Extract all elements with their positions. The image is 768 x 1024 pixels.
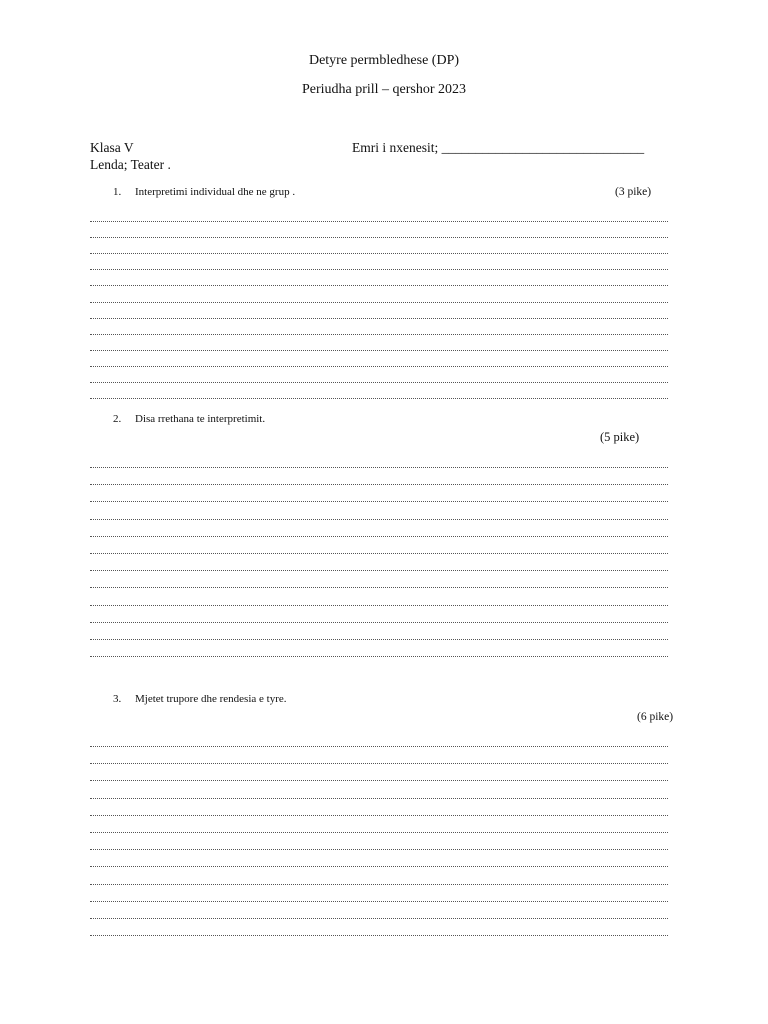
answer-line[interactable] (90, 268, 668, 270)
question-text: Disa rrethana te interpretimit. (135, 413, 266, 425)
answer-line[interactable] (90, 762, 668, 764)
answer-line[interactable] (90, 483, 668, 485)
question-number: 1. (113, 186, 122, 198)
page-title: Detyre permbledhese (DP) (308, 53, 460, 68)
answer-line[interactable] (90, 934, 668, 936)
answer-line[interactable] (90, 365, 668, 367)
question-2 (113, 413, 265, 425)
answer-line[interactable] (90, 745, 668, 747)
answer-line[interactable] (90, 779, 668, 781)
answer-line[interactable] (90, 865, 668, 867)
answer-line[interactable] (90, 466, 668, 468)
answer-line[interactable] (90, 500, 668, 502)
question-1 (113, 186, 295, 198)
answer-line[interactable] (90, 655, 668, 657)
question-2-points: (5 pike) (600, 430, 640, 444)
question-text: Interpretimi individual dhe ne grup . (135, 186, 296, 198)
answer-line[interactable] (90, 638, 668, 640)
answer-line[interactable] (90, 797, 668, 799)
question-text: Mjetet trupore dhe rendesia e tyre. (135, 693, 287, 705)
question-1-points: (3 pike) (615, 186, 652, 198)
answer-line[interactable] (90, 604, 668, 606)
answer-line[interactable] (90, 317, 668, 319)
answer-line[interactable] (90, 381, 668, 383)
answer-line[interactable] (90, 831, 668, 833)
answer-line[interactable] (90, 349, 668, 351)
answer-line[interactable] (90, 535, 668, 537)
answer-line[interactable] (90, 220, 668, 222)
answer-line[interactable] (90, 252, 668, 254)
question-3-points: (6 pike) (637, 711, 674, 723)
answer-line[interactable] (90, 900, 668, 902)
answer-line[interactable] (90, 917, 668, 919)
subject-label: Lenda; Teater . (90, 157, 171, 172)
answer-line[interactable] (90, 284, 668, 286)
answer-line[interactable] (90, 301, 668, 303)
answer-line[interactable] (90, 848, 668, 850)
class-label: Klasa V (90, 140, 134, 155)
question-number: 2. (113, 413, 122, 425)
answer-line[interactable] (90, 621, 668, 623)
answer-line[interactable] (90, 883, 668, 885)
answer-line[interactable] (90, 236, 668, 238)
answer-line[interactable] (90, 586, 668, 588)
answer-line[interactable] (90, 814, 668, 816)
answer-line[interactable] (90, 333, 668, 335)
answer-line[interactable] (90, 518, 668, 520)
answer-line[interactable] (90, 569, 668, 571)
question-number: 3. (113, 693, 122, 705)
answer-line[interactable] (90, 397, 668, 399)
student-name-field[interactable]: Emri i nxenesit; ______________________________ (352, 140, 645, 155)
period-subtitle: Periudha prill – qershor 2023 (301, 82, 467, 97)
question-3 (113, 693, 287, 705)
answer-line[interactable] (90, 552, 668, 554)
